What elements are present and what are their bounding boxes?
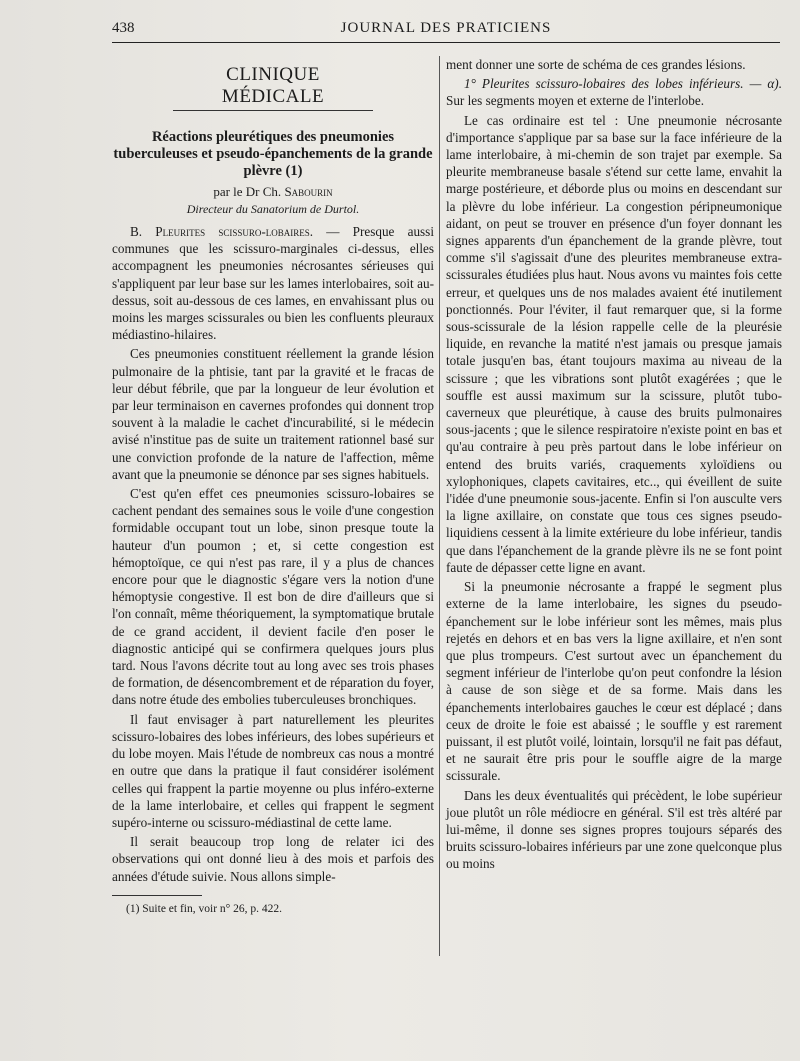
paragraph-text: Dans les deux éventualités qui précèdent, le lobe supérieur joue plutôt un rôle médiocre en général. S'il est très altéré par lui-même, il donne ses signes propres toujours séparés des bruits scissuro-lobaires inférieurs par une zone quelconque plus ou moins bbox=[446, 787, 782, 872]
paragraph-text: Il faut envisager à part naturellement les pleurites scissuro-lobaires des lobes inférieurs, des lobes supérieurs et du lobe moyen. Mais l'étude de nombreux cas nous a montré en outre que dans la pratique il faut considérer isolément celles qui frappent la partie moyenne ou plus inféro-externe de la lame interlobaire, et celles qui frappent le segment supéro-interne ou scissuro-médiastinal de cette lame. bbox=[112, 711, 434, 830]
author-affiliation: Directeur du Sanatorium de Durtol. bbox=[186, 202, 360, 216]
byline-prefix: par le Dr Ch. bbox=[213, 184, 282, 199]
right-column bbox=[446, 56, 782, 1046]
paragraph-text: Sur les segments moyen et externe de l'interlobe. bbox=[446, 93, 704, 109]
paragraph bbox=[446, 75, 782, 109]
paragraph bbox=[446, 787, 782, 873]
paragraph bbox=[446, 112, 782, 576]
section-title: CLINIQUE MÉDICALE bbox=[173, 64, 373, 111]
paragraph-text: Le cas ordinaire est tel : Une pneumonie nécrosante d'importance s'applique par sa base sur la face inférieure de la lame interlobaire, à mi-chemin de son trajet par exemple. Sa pleurite membraneuse basale s'étend sur cette lame, envahit la marge postérieure, et déborde plus ou moins en descendant sur la plèvre du lobe inférieur. La congestion péripneumonique aidant, on peut se trouver en présence d'un foyer donnant les signes apparents d'un épanchement de la grande plèvre, tout comme s'il s'agissait d'une des pleurites membraneuse extra-scissurales étudiées plus haut. Nous avons vu maintes fois cette erreur, et quelques uns de nos malades avaient été inutilement ponctionnés. Pour l'éviter, il faut remarquer que, si la forme sous-scissurale de la lésion rappelle celle de la pleurésie liquide, en revanche la matité n'est jamais ou presque jamais totale jusqu'en bas, étant toujours maxima au niveau de la scissure ; que les vibrations sont plutôt exagérées ; que le souffle est aussi maximum sur la scissure, plutôt tubo-caverneux que pleurétique, à cause des bruits pulmonaires sous-jacents ; que le silence respiratoire n'existe point en bas et qu'au contraire à peu près partout dans le lobe inférieur on entend des bruits variés, craquements xyloïdiens ou xylophoniques, clapets cavitaires, etc.., qui éveillent de suite l'idée d'une pneumonie sous-jacente. Enfin si l'on ausculte vers la ligne axillaire, on constate que tous ces signes pseudo-liquidiens cessent à la limite extérieure du lobe inférieur, tandis que dans l'épanchement de la grande plèvre ils ne se font point faute de dépasser cette ligne en avant. bbox=[446, 112, 782, 575]
footnote-rule bbox=[112, 895, 202, 896]
paragraph-text: Il serait beaucoup trop long de relater ici des observations qui ont donné lieu à des mois et parfois des années d'étude suivie. Nous allons simple- bbox=[112, 834, 434, 884]
paragraph-lead: 1° Pleurites scissuro-lobaires des lobes inférieurs. — α). bbox=[464, 76, 782, 92]
journal-title: JOURNAL DES PRATICIENS bbox=[340, 20, 552, 36]
paragraph-text: Presque aussi communes que les scissuro-marginales ci-dessus, elles accompagnent les pneumonies nécrosantes sérieuses qui s'appliquent par leur base sur les lames interlobaires, soit au-dessus, soit au-dessous de ces lames, en envahissant plus ou moins les marges scissurales ou bien les confluents pleuraux médiastino-hilaires. bbox=[112, 224, 434, 343]
left-column bbox=[112, 56, 434, 1046]
paragraph-text: Si la pneumonie nécrosante a frappé le segment plus externe de la lame interlobaire, les signes du pseudo-épanchement sur le lobe inférieur sont les mêmes, mais plus rejetés en dehors et en bas vers la ligne axillaire, et n'en sont que plus trompeurs. C'est surtout avec un épanchement du segment inférieur de l'interlobe qu'on peut confondre la lésion à cause de son siège et de sa forme. Mais dans les épanchements interlobaires gauches le cœur est déplacé ; dans ceux de droite le foie est abaissé ; le souffle y est rarement puissant, il est plutôt voilé, lointain, lorsqu'il ne fait pas défaut, et ne saurait être pris pour le souffle aigre de la marge scissurale. bbox=[446, 579, 782, 784]
paragraph-text: C'est qu'en effet ces pneumonies scissuro-lobaires se cachent pendant des semaines sous le voile d'une congestion formidable occupant tout un lobe, sinon presque toute la hauteur d'un poumon ; et, si cette congestion est hémoptoïque, ce qui n'est pas rare, il y a plus de chances encore pour que le diagnostic s'égare vers la notion d'une hémoptysie congestive. Il est bon de dire d'ailleurs que si l'on connaît, même théoriquement, la symptomatique brutale de ce grand accident, il devient facile d'en poser le diagnostic anticipé qui se confirmera quelques jours plus tard. Nous l'avons décrite tout au long avec ses trois phases de formation, de désencombrement et de réparation du foyer, dans notre étude des embolies tuberculeuses bronchiques. bbox=[112, 486, 434, 708]
paragraph-text: ment donner une sorte de schéma de ces grandes lésions. bbox=[446, 57, 746, 72]
footnote: (1) Suite et fin, voir n° 26, p. 422. bbox=[126, 902, 282, 915]
paragraph-lead: B. Pleurites scissuro-lobaires. — bbox=[130, 224, 340, 239]
paragraph bbox=[112, 833, 434, 885]
byline bbox=[112, 184, 434, 200]
page-number: 438 bbox=[112, 20, 135, 36]
author-name: Sabourin bbox=[284, 184, 333, 199]
column-divider bbox=[439, 56, 440, 956]
paragraph bbox=[112, 485, 434, 709]
paragraph bbox=[446, 56, 782, 73]
paragraph bbox=[446, 578, 782, 784]
running-header bbox=[112, 14, 780, 43]
article-title: Réactions pleurétiques des pneumonies tuberculeuses et pseudo-épanchements de la grande plèvre (1) bbox=[113, 129, 433, 179]
paragraph bbox=[112, 711, 434, 831]
paragraph bbox=[112, 345, 434, 483]
paragraph-text: Ces pneumonies constituent réellement la grande lésion pulmonaire de la phtisie, tant par la gravité et le fracas de leur début fébrile, que par la longueur de leur évolution et par leur terminaison en cavernes profondes qui donnent trop souvent à la maladie le cachet d'incurabilité, si le médecin avisé n'institue pas de suite un traitement rationnel basé sur une conviction profonde de la nature de l'affection, même avant que la pneumonie se dénonce par ses signes habituels. bbox=[112, 346, 434, 482]
paragraph bbox=[112, 223, 434, 343]
